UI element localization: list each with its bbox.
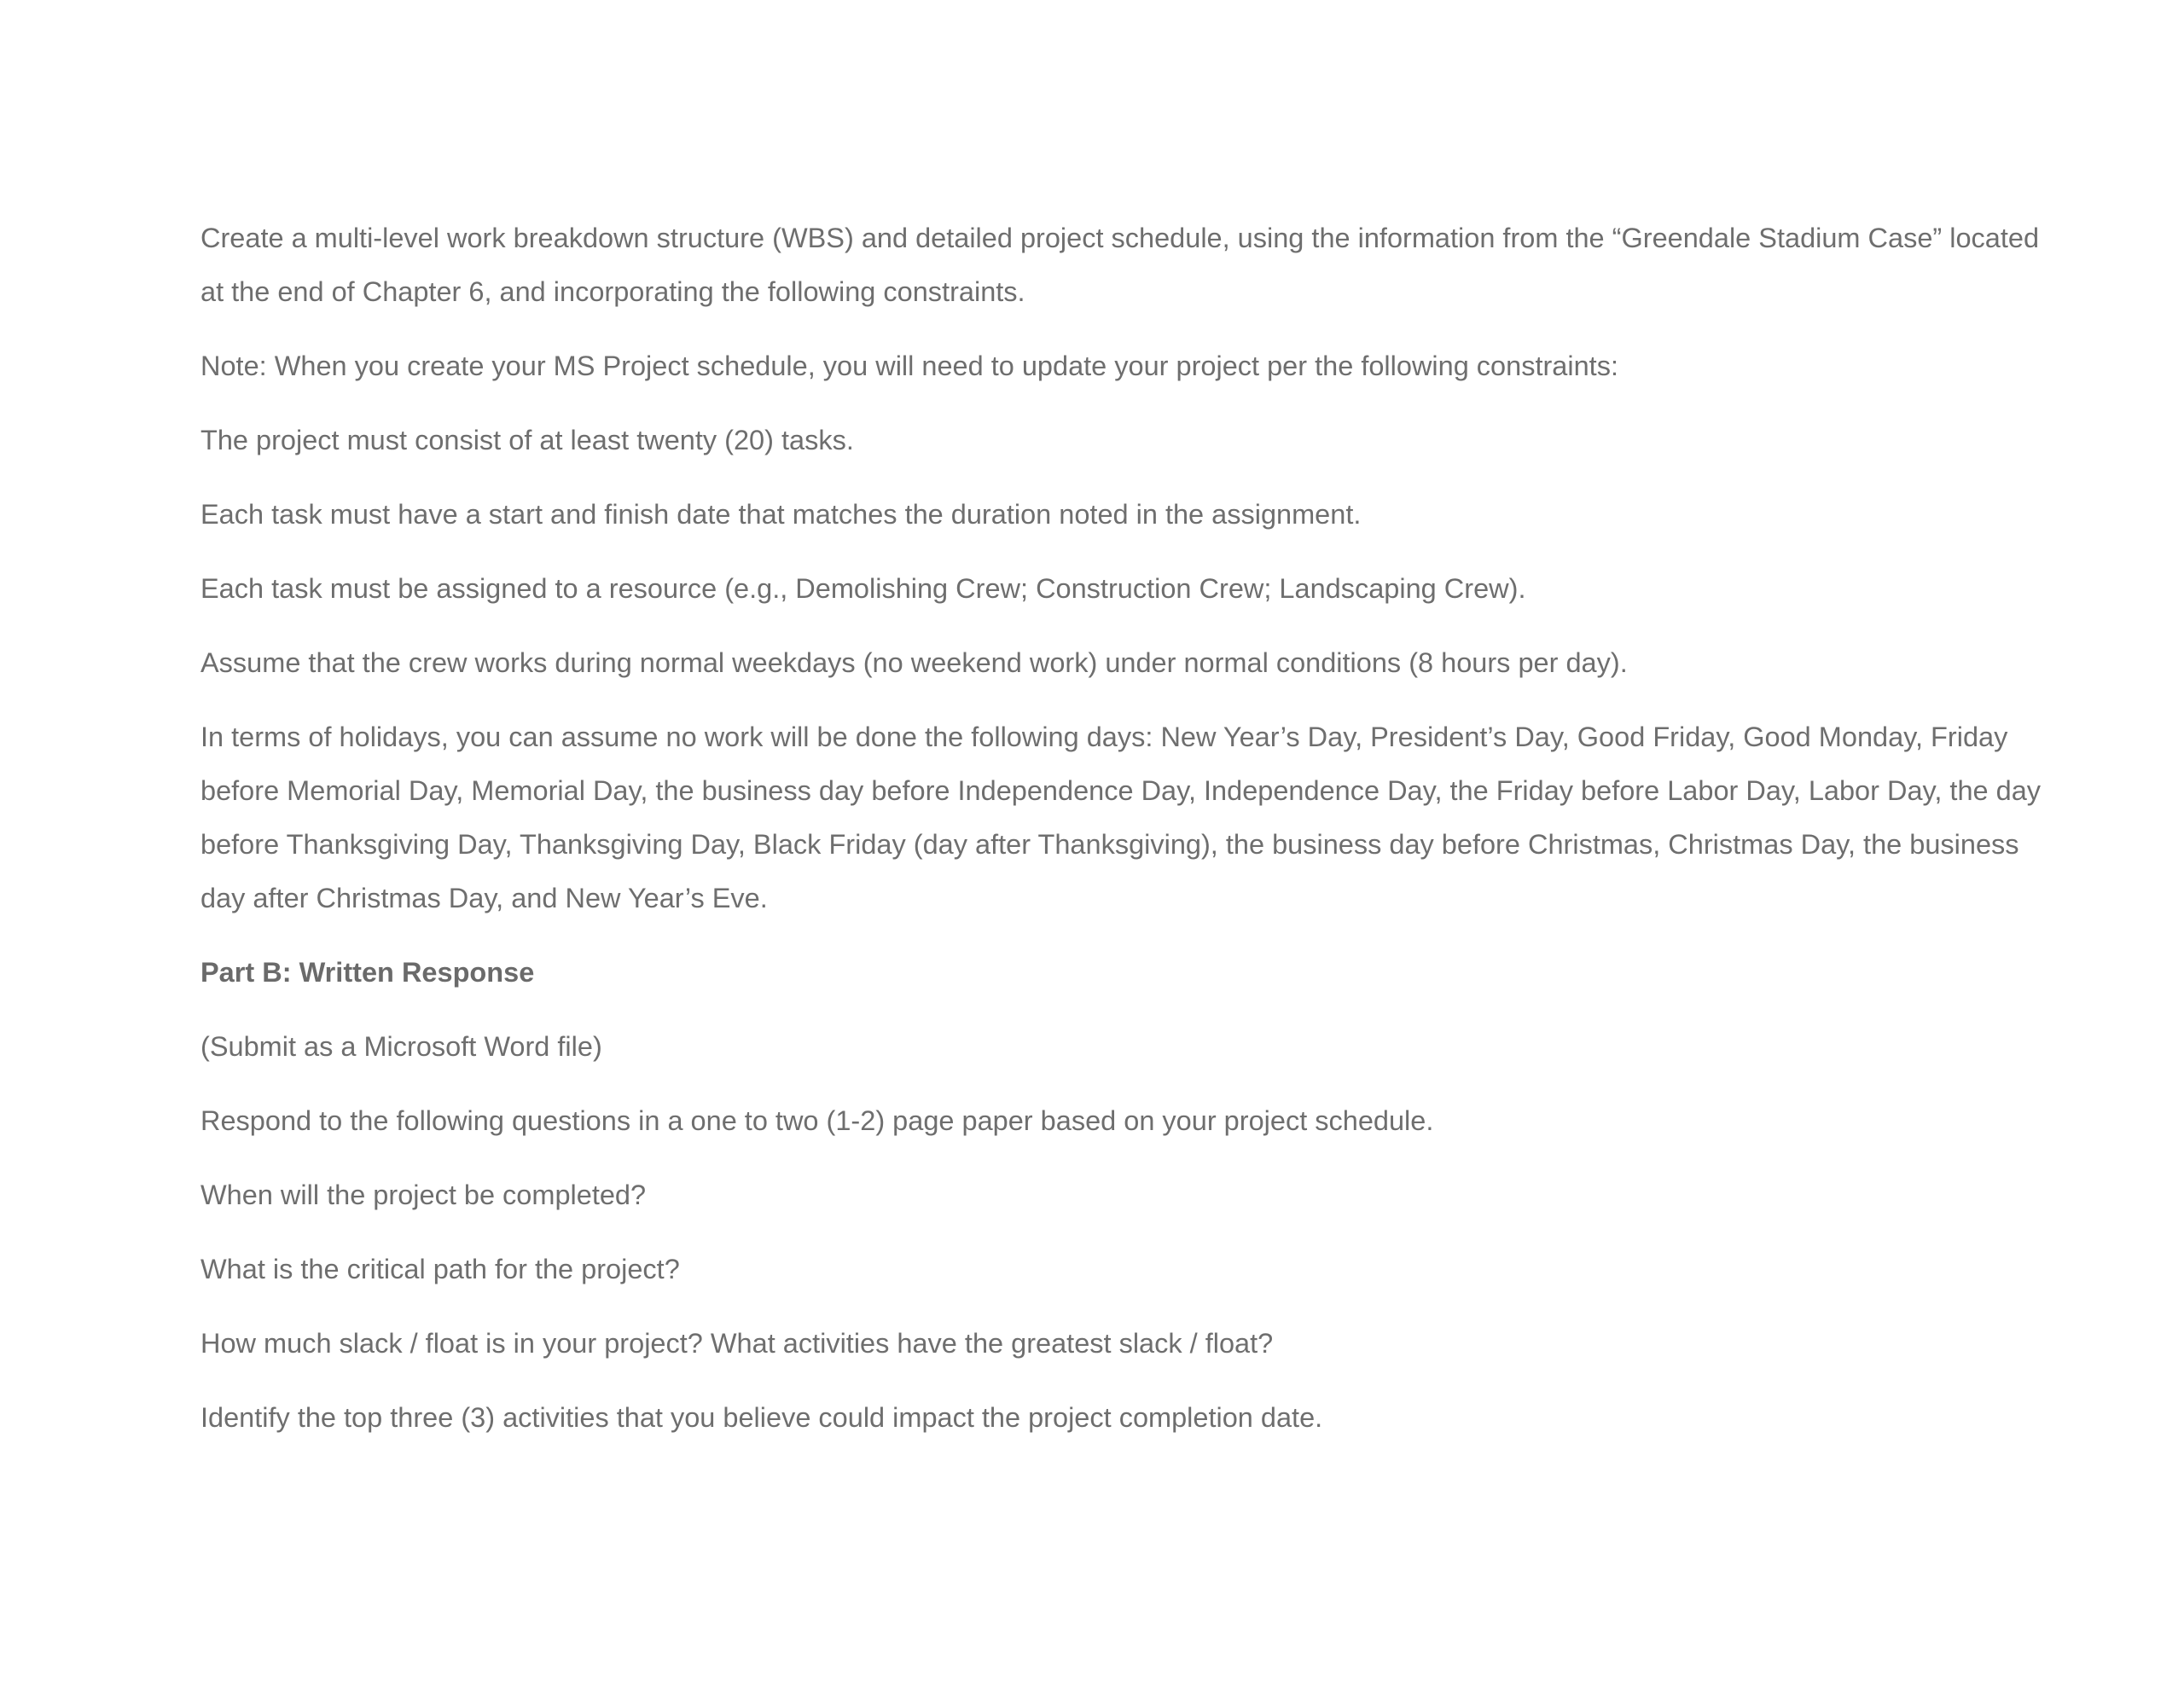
constraint-holidays: In terms of holidays, you can assume no work will be done the following days: New Year’s Day, President’s Day, Good Friday, Good Monday, Friday before Memorial Day, Memorial Day, the business day before Independence Day, Independence Day, the Friday before Labor Day, Labor Day, the day before Thanksgiving Day, Thanksgiving Day, Black Friday (day after Thanksgiving), the business day before Christmas, Christmas Day, the business day after Christmas Day, and New Year’s Eve. bbox=[200, 722, 2042, 913]
paragraph-wbs-instructions: Create a multi-level work breakdown structure (WBS) and detailed project schedule, using the information from the “Greendale Stadium Case” located at the end of Chapter 6, and incorporating the following constraints. bbox=[200, 223, 2040, 307]
question-top-activities: Identify the top three (3) activities that you believe could impact the project completion date. bbox=[200, 1402, 1323, 1433]
constraint-resource: Each task must be assigned to a resource (e.g., Demolishing Crew; Construction Crew; Landscaping Crew). bbox=[200, 573, 1526, 604]
question-critical-path: What is the critical path for the project? bbox=[200, 1254, 680, 1284]
document-body bbox=[200, 212, 2043, 1465]
part-b-instruction: Respond to the following questions in a one to two (1-2) page paper based on your project schedule. bbox=[200, 1105, 1434, 1136]
question-slack-float: How much slack / float is in your project? What activities have the greatest slack / float? bbox=[200, 1328, 1274, 1359]
part-b-submit-note: (Submit as a Microsoft Word file) bbox=[200, 1031, 602, 1062]
constraint-start-finish: Each task must have a start and finish date that matches the duration noted in the assignment. bbox=[200, 499, 1362, 530]
constraint-work-hours: Assume that the crew works during normal weekdays (no weekend work) under normal conditions (8 hours per day). bbox=[200, 647, 1628, 678]
paragraph-ms-project-note: Note: When you create your MS Project schedule, you will need to update your project per the following constraints: bbox=[200, 351, 1618, 381]
part-b-heading: Part B: Written Response bbox=[200, 957, 535, 988]
constraint-task-count: The project must consist of at least twenty (20) tasks. bbox=[200, 425, 854, 455]
question-completion-date: When will the project be completed? bbox=[200, 1180, 647, 1210]
